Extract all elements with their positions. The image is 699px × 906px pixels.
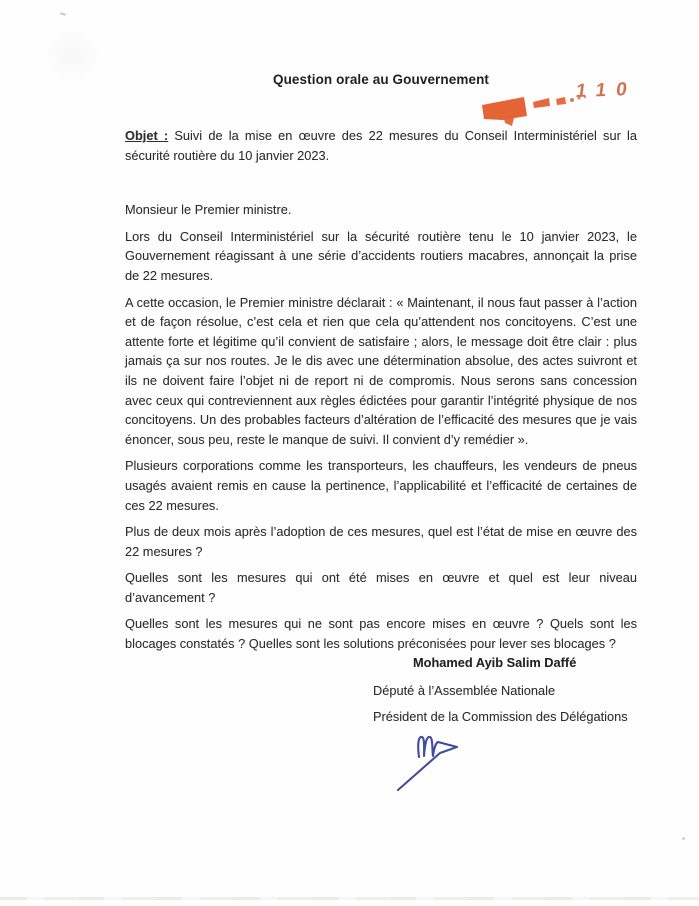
handwritten-signature-icon: [388, 729, 470, 795]
signatory-name: Mohamed Ayib Salim Daffé: [413, 655, 577, 670]
ink-stamp-smudge-icon: [478, 92, 588, 130]
scan-speck: [682, 837, 685, 840]
signatory-role-president: Président de la Commission des Délégations: [373, 709, 628, 724]
document-title: Question orale au Gouvernement: [272, 72, 490, 87]
scan-bottom-edge: [0, 897, 699, 900]
salutation: Monsieur le Premier ministre.: [125, 202, 292, 218]
scan-smudge: [44, 26, 100, 84]
scan-pen-mark: [60, 12, 66, 15]
letter-body: [125, 126, 637, 661]
body-paragraph: Lors du Conseil Interministériel sur la sécurité routière tenu le 10 janvier 2023, le Gouvernement réagissant à une série d’accidents routiers macabres, annonçait la prise de 22 mesures.: [125, 228, 637, 283]
body-paragraph: Plus de deux mois après l’adoption de ces mesures, quel est l’état de mise en œuvre des 22 mesures ?: [125, 524, 637, 559]
stamp-folio-number: 110: [574, 78, 639, 103]
body-paragraph: A cette occasion, le Premier ministre déclarait : « Maintenant, il nous faut passer à l’action et de façon résolue, c’est cela et rien que cela qu’attendent nos concitoyens. C’est une attente forte et légitime qu’il convient de satisfaire ; alors, le message doit être clair : plus jamais ça sur nos routes. Je le dis avec une détermination absolue, des actes suivront et ils ne doivent faire l’objet ni de report ni de compromis. Nous serons sans concession avec ceux qui contreviennent aux règles édictées pour garantir l’intégrité physique de nos concitoyens. Un des probables facteurs d’altération de l’efficacité des mesures que je vais énoncer, sous peu, reste le manque de suivi. Il convient d’y remédier ».: [125, 294, 637, 447]
subject-line: [125, 126, 637, 165]
body-paragraph: Plusieurs corporations comme les transporteurs, les chauffeurs, les vendeurs de pneus usagés avaient remis en cause la pertinence, l’applicabilité et l’efficacité de certaines de ces 22 mesures.: [125, 458, 637, 513]
body-paragraph: Quelles sont les mesures qui ont été mises en œuvre et quel est leur niveau d’avancement ?: [125, 570, 637, 605]
subject-text: Suivi de la mise en œuvre des 22 mesures du Conseil Interministériel sur la sécurité routière du 10 janvier 2023.: [125, 128, 637, 163]
body-paragraph: Quelles sont les mesures qui ne sont pas encore mises en œuvre ? Quels sont les blocages constatés ? Quelles sont les solutions préconisées pour lever ses blocages ?: [125, 616, 637, 652]
subject-label: Objet :: [125, 128, 169, 143]
signatory-role-deputy: Député à l’Assemblée Nationale: [373, 683, 556, 698]
